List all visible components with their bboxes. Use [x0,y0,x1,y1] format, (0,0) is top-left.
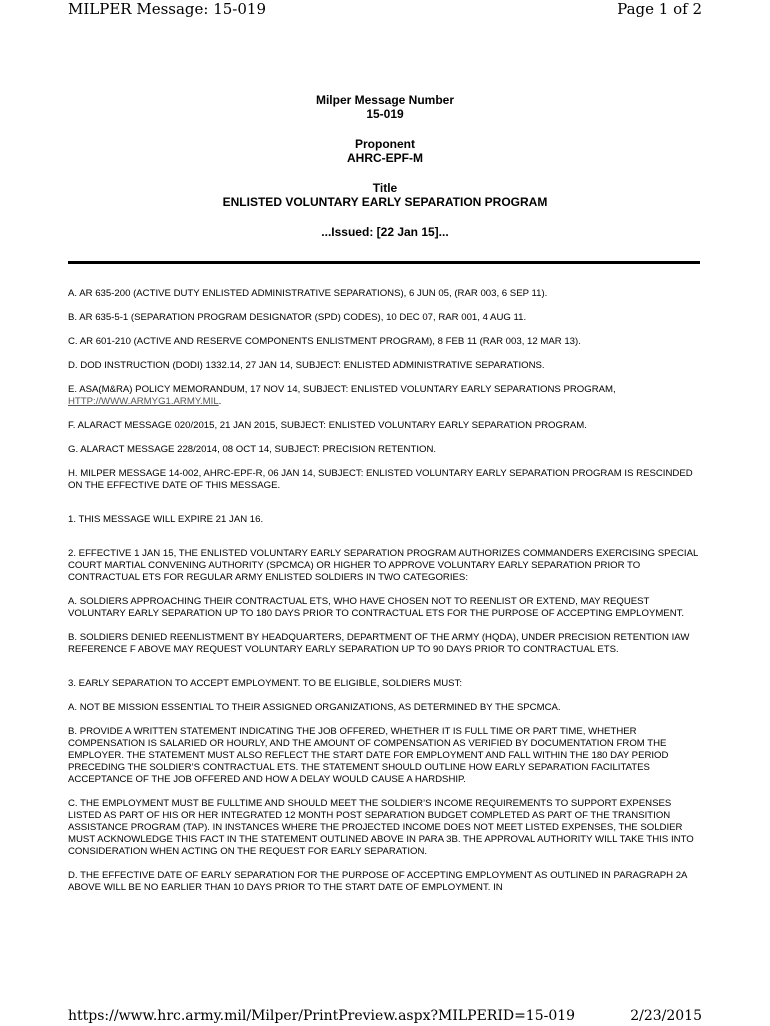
reference-h: H. MILPER MESSAGE 14-002, AHRC-EPF-R, 06 JAN 14, SUBJECT: ENLISTED VOLUNTARY EARLY SEPARATION PROGRAM IS RESCINDED ON THE EFFECTIVE DATE OF THIS MESSAGE. [68,468,693,491]
reference-c: C. AR 601-210 (ACTIVE AND RESERVE COMPONENTS ENLISTMENT PROGRAM), 8 FEB 11 (RAR 003, 12 MAR 13). [68,336,581,347]
title-label: Title [372,181,398,195]
page-number: Page 1 of 2 [617,0,702,18]
reference-e-text: E. ASA(M&RA) POLICY MEMORANDUM, 17 NOV 14, SUBJECT: ENLISTED VOLUNTARY EARLY SEPARATIONS PROGRAM, [68,384,616,395]
paragraph-2b: B. SOLDIERS DENIED REENLISTMENT BY HEADQUARTERS, DEPARTMENT OF THE ARMY (HQDA), UNDER PRECISION RETENTION IAW REFERENCE F ABOVE MAY REQUEST VOLUNTARY EARLY SEPARATION UP TO 90 DAYS PRIOR TO CONTRACTUAL ETS. [68,632,690,655]
paragraph-3d: D. THE EFFECTIVE DATE OF EARLY SEPARATION FOR THE PURPOSE OF ACCEPTING EMPLOYMENT AS OUTLINED IN PARAGRAPH 2A ABOVE WILL BE NO EARLIER THAN 10 DAYS PRIOR TO THE START DATE OF EMPLOYMENT. IN [68,870,687,893]
reference-e-tail: . [218,396,222,407]
issued-date: ...Issued: [22 Jan 15]... [321,225,449,239]
paragraph-2a: A. SOLDIERS APPROACHING THEIR CONTRACTUAL ETS, WHO HAVE CHOSEN NOT TO REENLIST OR EXTEND, MAY REQUEST VOLUNTARY EARLY SEPARATION UP TO 180 DAYS PRIOR TO CONTRACTUAL ETS FOR THE PURPOSE OF ACCEPTING EMPLOYMENT. [68,596,685,619]
reference-a: A. AR 635-200 (ACTIVE DUTY ENLISTED ADMINISTRATIVE SEPARATIONS), 6 JUN 05, (RAR 003, 6 SEP 11). [68,288,548,299]
page-url: https://www.hrc.army.mil/Milper/PrintPreview.aspx?MILPERID=15-019 [68,1008,576,1024]
message-number-label: Milper Message Number [315,93,455,107]
title-block [0,93,770,255]
message-id-header: MILPER Message: 15-019 [68,0,267,18]
proponent: AHRC-EPF-M [347,151,423,165]
reference-f: F. ALARACT MESSAGE 020/2015, 21 JAN 2015, SUBJECT: ENLISTED VOLUNTARY EARLY SEPARATION PROGRAM. [68,420,587,431]
reference-g: G. ALARACT MESSAGE 228/2014, 08 OCT 14, SUBJECT: PRECISION RETENTION. [68,444,437,455]
reference-d: D. DOD INSTRUCTION (DODI) 1332.14, 27 JAN 14, SUBJECT: ENLISTED ADMINISTRATIVE SEPARATIONS. [68,360,545,371]
paragraph-1: 1. THIS MESSAGE WILL EXPIRE 21 JAN 16. [68,514,264,525]
paragraph-3b: B. PROVIDE A WRITTEN STATEMENT INDICATING THE JOB OFFERED, WHETHER IT IS FULL TIME OR PART TIME, WHETHER COMPENSATION IS SALARIED OR HOURLY, AND THE AMOUNT OF COMPENSATION AS VERIFIED BY DOCUMENTATION FROM THE EMPLOYER. THE STATEMENT MUST ALSO REFLECT THE START DATE FOR EMPLOYMENT AND FALL WITHIN THE 180 DAY PERIOD PRECEDING THE SOLDIER’S CONTRACTUAL ETS. THE STATEMENT SHOULD OUTLINE HOW EARLY SEPARATION FACILITATES ACCEPTANCE OF THE JOB OFFERED AND HOW A DELAY WOULD CAUSE A HARDSHIP. [68,726,669,785]
horizontal-divider [68,261,700,264]
paragraph-2: 2. EFFECTIVE 1 JAN 15, THE ENLISTED VOLUNTARY EARLY SEPARATION PROGRAM AUTHORIZES COMMANDERS EXERCISING SPECIAL COURT MARTIAL CONVENING AUTHORITY (SPCMCA) OR HIGHER TO APPROVE VOLUNTARY EARLY SEPARATION PRIOR TO CONTRACTUAL ETS FOR REGULAR ARMY ENLISTED SOLDIERS IN TWO CATEGORIES: [68,548,698,583]
page-footer [68,1008,702,1026]
message-body [68,288,702,906]
paragraph-3c: C. THE EMPLOYMENT MUST BE FULLTIME AND SHOULD MEET THE SOLDIER’S INCOME REQUIREMENTS TO SUPPORT EXPENSES LISTED AS PART OF HIS OR HER INTEGRATED 12 MONTH POST SEPARATION BUDGET COMPLETED AS PART OF THE TRANSITION ASSISTANCE PROGRAM (TAP). IN INSTANCES WHERE THE PROJECTED INCOME DOES NOT MEET LISTED EXPENSES, THE SOLDIER MUST ACKNOWLEDGE THIS FACT IN THE STATEMENT OUTLINED ABOVE IN PARA 3B. THE APPROVAL AUTHORITY WILL TAKE THIS INTO CONSIDERATION WHEN ACTING ON THE REQUEST FOR EARLY SEPARATION. [68,798,694,857]
paragraph-3: 3. EARLY SEPARATION TO ACCEPT EMPLOYMENT. TO BE ELIGIBLE, SOLDIERS MUST: [68,678,462,689]
armyg1-link[interactable]: HTTP://WWW.ARMYG1.ARMY.MIL [68,396,219,407]
document-title: ENLISTED VOLUNTARY EARLY SEPARATION PROGRAM [222,195,548,209]
reference-e [68,384,702,408]
proponent-label: Proponent [355,137,415,151]
paragraph-3a: A. NOT BE MISSION ESSENTIAL TO THEIR ASSIGNED ORGANIZATIONS, AS DETERMINED BY THE SPCMCA. [68,702,561,713]
page-header [68,0,702,24]
reference-b: B. AR 635-5-1 (SEPARATION PROGRAM DESIGNATOR (SPD) CODES), 10 DEC 07, RAR 001, 4 AUG 11. [68,312,527,323]
message-number: 15-019 [366,107,404,121]
print-date: 2/23/2015 [630,1008,702,1024]
